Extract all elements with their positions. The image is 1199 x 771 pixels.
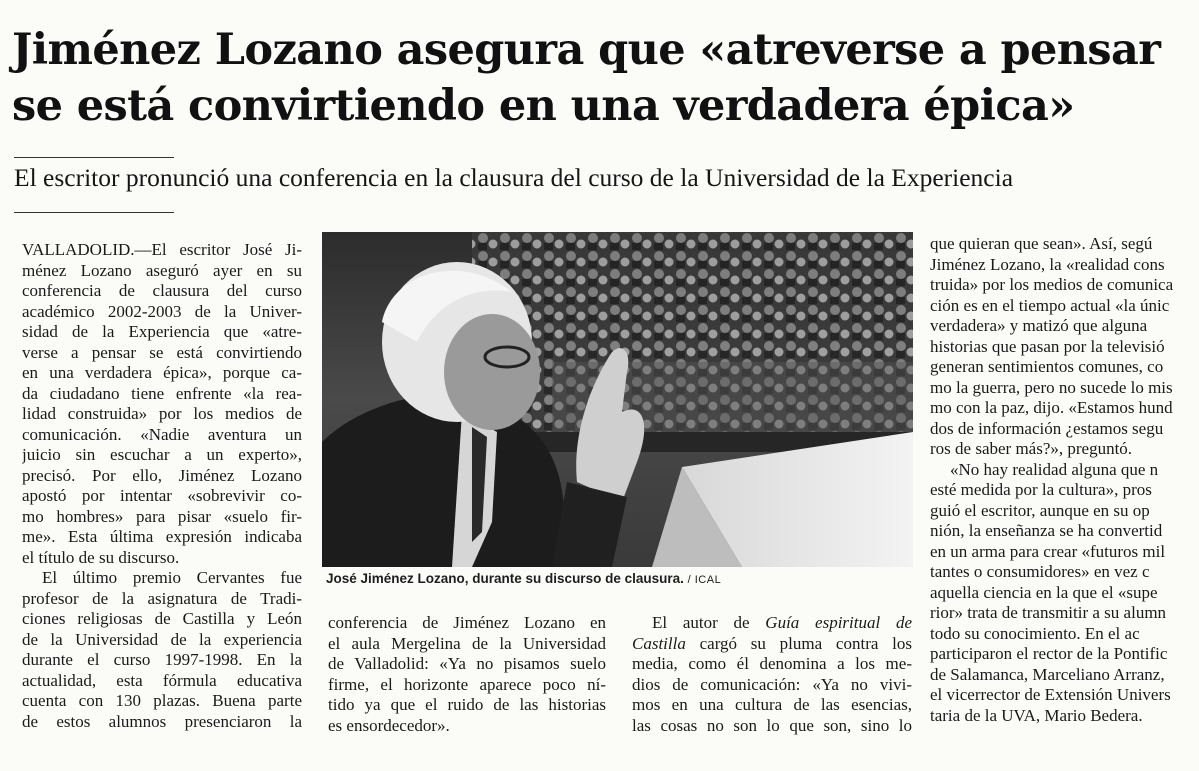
body-line: firme, el horizonte aparece poco ní-	[328, 674, 606, 694]
speaker-photo	[322, 232, 913, 567]
body-line: actualidad, esta fórmula educativa	[22, 670, 302, 690]
body-line: que quieran que sean». Así, segú	[930, 234, 1153, 253]
body-line: truida» por los medios de comunica	[930, 275, 1174, 294]
body-line: conferencia de Jiménez Lozano en	[328, 613, 606, 632]
body-line: de estos alumnos presenciaron la	[22, 711, 302, 731]
body-line: comunicación. «Nadie aventura un	[22, 424, 302, 444]
body-line: mos en una cultura de las esencias,	[632, 695, 912, 714]
book-title: Guía espiritual de	[765, 613, 912, 632]
body-line: el aula Mergelina de la Universidad	[328, 633, 606, 653]
deck: El escritor pronunció una conferencia en la clausura del curso de la Universidad de la Experiencia	[14, 163, 1014, 192]
body-column-3	[632, 613, 912, 736]
body-line: conferencia de clausura del curso	[22, 281, 302, 300]
body-line: de Salamanca, Marceliano Arranz,	[930, 664, 1165, 684]
body-line: nión, la enseñanza se ha convertid	[930, 521, 1163, 540]
body-line: el título de su discurso.	[22, 547, 180, 567]
body-line: verdadera» y matizó que alguna	[930, 316, 1148, 335]
body-line: ros de saber más?», preguntó.	[930, 439, 1133, 458]
body-text: El autor de	[652, 613, 766, 632]
body-line: el vicerrector de Extensión Univers	[930, 685, 1171, 704]
body-line: me». Esta última expresión indicaba	[22, 527, 302, 546]
body-line: historias que pasan por la televisió	[930, 336, 1165, 356]
body-line: esté medida por la cultura», pros	[930, 480, 1152, 499]
body-line: de la Universidad de la experiencia	[22, 629, 302, 649]
photo-caption	[326, 571, 916, 586]
body-line: las cosas no son lo que son, sino lo	[632, 715, 912, 735]
body-line: de Valladolid: «Ya no pisamos suelo	[328, 654, 606, 673]
body-line	[632, 634, 912, 655]
body-line: participaron el rector de la Pontific	[930, 644, 1168, 663]
photo-credit: / ICAL	[687, 574, 722, 586]
body-line: media, como él denomina a los me-	[632, 654, 912, 673]
body-line: taria de la UVA, Mario Bedera.	[930, 705, 1143, 725]
body-column-4	[930, 234, 1199, 726]
body-line: es ensordecedor».	[328, 715, 450, 735]
body-line: ciones religiosas de Castilla y León	[22, 609, 302, 628]
body-line: durante el curso 1997-1998. En la	[22, 650, 302, 669]
body-text: cargó su pluma contra los	[685, 633, 912, 653]
body-column-1	[22, 240, 302, 732]
body-line: ménez Lozano aseguró ayer en su	[22, 260, 302, 280]
body-line: profesor de la asignatura de Tradi-	[22, 588, 302, 608]
body-line: rior» trata de transmitir a su alumn	[930, 603, 1167, 622]
headline-line-1: Jiménez Lozano asegura que «atreverse a pensar	[12, 25, 1161, 75]
body-line: ción es en el tiempo actual «la únic	[930, 295, 1170, 315]
headline-line-2: se está convirtiendo en una verdadera épica»	[12, 81, 1075, 131]
rule-top	[14, 157, 174, 158]
body-line: todo su conocimiento. En el ac	[930, 623, 1140, 643]
body-line: generan sentimientos comunes, co	[930, 357, 1164, 376]
body-line: El último premio Cervantes fue	[42, 568, 302, 587]
body-line: mo hombres» para pisar «suelo fir-	[22, 506, 302, 526]
body-line: «No hay realidad alguna que n	[950, 459, 1159, 479]
body-line: apostó por intentar «sobrevivir co-	[22, 486, 302, 505]
body-line: en un arma para crear «futuros mil	[930, 541, 1166, 561]
body-line: en una verdadera épica», porque ca-	[22, 363, 302, 382]
body-line: VALLADOLID.—El escritor José Ji-	[22, 240, 302, 259]
body-line: Jiménez Lozano, la «realidad cons	[930, 254, 1165, 274]
body-line: tido ya que el ruido de las historias	[328, 695, 606, 714]
body-line: dos de información ¿estamos segu	[930, 418, 1164, 438]
body-line: guió el escritor, aunque en su op	[930, 500, 1150, 520]
body-line	[632, 613, 912, 634]
body-line: aquella ciencia en la que el «supe	[930, 582, 1158, 602]
body-line: mo con la paz, dijo. «Estamos hund	[930, 398, 1173, 417]
body-column-2	[328, 613, 606, 736]
body-line: precisó. Por ello, Jiménez Lozano	[22, 465, 302, 485]
body-line: cuenta con 130 plazas. Buena parte	[22, 691, 302, 710]
body-line: sidad de la Experiencia que «atre-	[22, 322, 302, 341]
body-line: tantes o consumidores» en vez c	[930, 562, 1150, 581]
headline	[12, 22, 1192, 134]
body-line: juicio sin escuchar a un experto»,	[22, 445, 302, 464]
body-line: dios de comunicación: «Ya no vivi-	[632, 674, 912, 694]
book-title: Castilla	[632, 633, 686, 653]
body-line: mo la guerra, pero no sucede lo mis	[930, 377, 1173, 397]
body-line: académico 2002-2003 de la Univer-	[22, 301, 302, 321]
body-line: verse a pensar se está convirtiendo	[22, 342, 302, 362]
body-line: da ciudadano tiene enfrente «la rea-	[22, 383, 302, 403]
caption-text: José Jiménez Lozano, durante su discurso de clausura.	[326, 571, 684, 586]
body-line: lidad construida» por los medios de	[22, 404, 302, 423]
rule-bottom	[14, 212, 174, 213]
